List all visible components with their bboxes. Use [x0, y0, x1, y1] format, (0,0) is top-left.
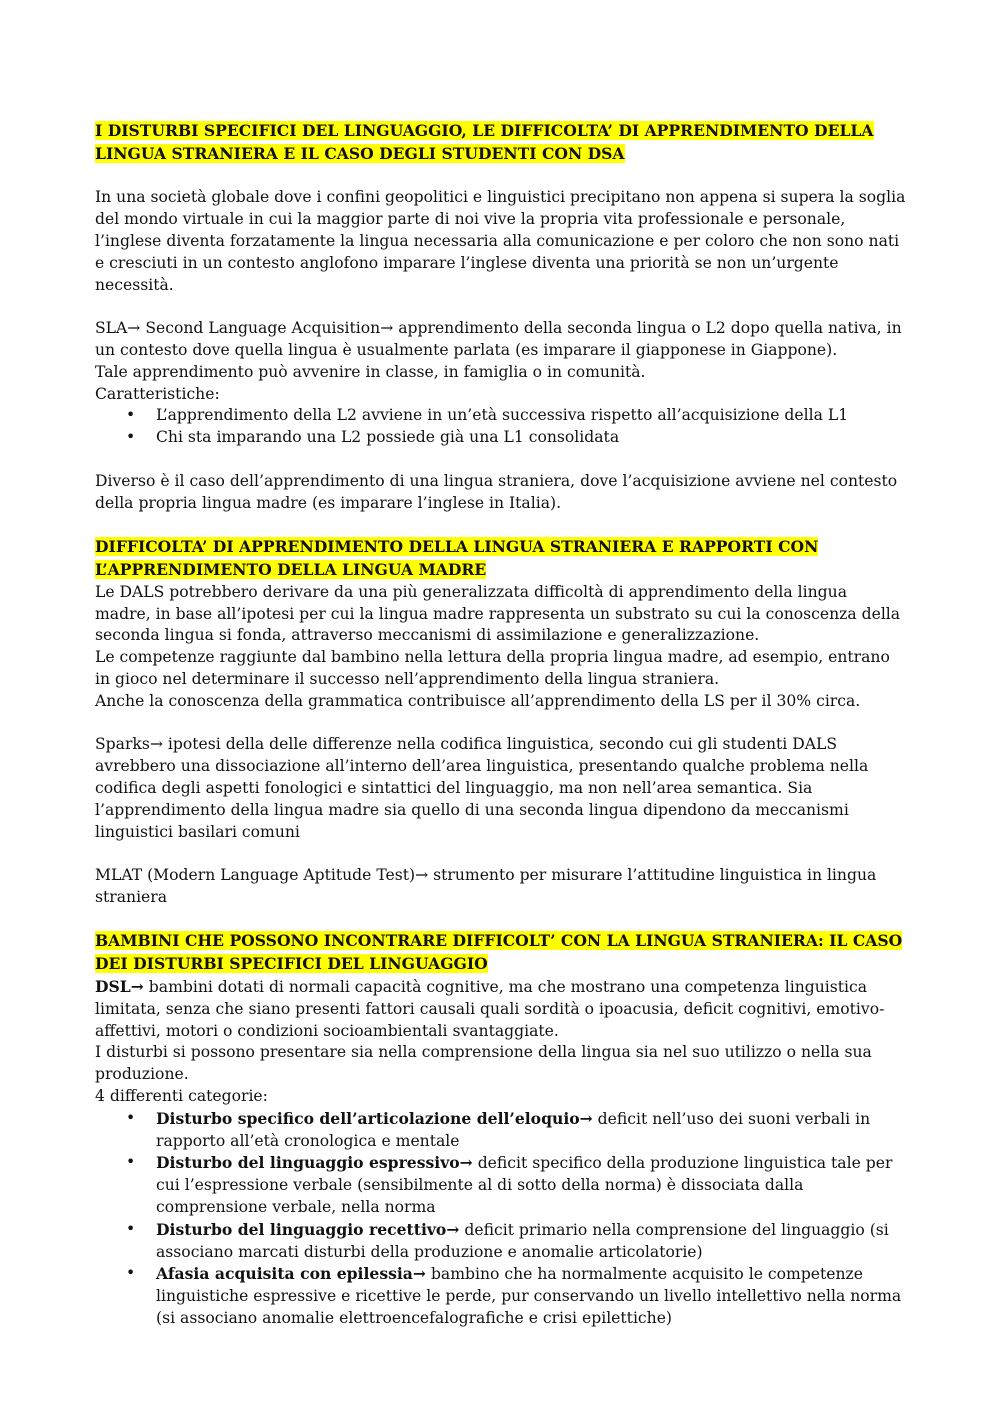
category-text: deficit specifico della produzione linguistica tale per cui l’espressione verbale (sensibilmente al di sotto della norma) è dissociata dalla comprensione verbale, nella norma: [156, 1154, 893, 1217]
spacer: [95, 296, 907, 318]
sla-characteristics-list: [95, 405, 907, 449]
bullet-icon: •: [126, 1264, 136, 1283]
category-text: bambino che ha normalmente acquisito le competenze linguistiche espressive e ricettive le perde, pur conservando un livello intellettivo nella norma (si associano anomalie elettroencefalografiche e crisi epilettiche): [156, 1265, 902, 1328]
list-item: [95, 1219, 907, 1264]
list-item: [95, 1263, 907, 1329]
list-item: [95, 1152, 907, 1218]
foreign-language-paragraph: Diverso è il caso dell’apprendimento di una lingua straniera, dove l’acquisizione avviene nel contesto della propria lingua madre (es imparare l’inglese in Italia).: [95, 471, 898, 512]
list-item-text: Chi sta imparando una L2 possiede già una L1 consolidata: [156, 428, 620, 447]
category-term: Disturbo del linguaggio recettivo→: [156, 1219, 460, 1239]
spacer: [95, 449, 907, 471]
dsl-definition-text: bambini dotati di normali capacità cognitive, ma che mostrano una competenza linguistica limitata, senza che siano presenti fattori causali quali sordità o ipoacusia, deficit cognitivi, emotivo-affettivi, motori o condizioni socioambientali svantaggiate.: [95, 978, 885, 1040]
dals-paragraph-1: Le DALS potrebbero derivare da una più generalizzata difficoltà di apprendimento della lingua madre, in base all’ipotesi per cui la lingua madre rappresenta un substrato su cui la conoscenza della seconda lingua si fonda, attraverso meccanismi di assimilazione e generalizzazione.: [95, 582, 901, 645]
section-heading-2-text: DIFFICOLTA’ DI APPRENDIMENTO DELLA LINGUA STRANIERA E RAPPORTI CON L’APPRENDIMENTO DELLA LINGUA MADRE: [95, 537, 819, 579]
list-item-text: L’apprendimento della L2 avviene in un’età successiva rispetto all’acquisizione della L1: [156, 406, 849, 425]
list-item: [95, 405, 907, 427]
category-term: Disturbo del linguaggio espressivo→: [156, 1153, 473, 1173]
category-term: Afasia acquisita con epilessia→: [156, 1264, 426, 1284]
bullet-icon: •: [126, 406, 136, 425]
bullet-icon: •: [126, 428, 136, 447]
intro-paragraph: In una società globale dove i confini geopolitici e linguistici precipitano non appena si supera la soglia del mondo virtuale in cui la maggior parte di noi vive la propria vita professionale e personale, l’inglese diventa forzatamente la lingua necessaria alla comunicazione e per coloro che non sono nati e cresciuti in un contesto anglofono imparare l’inglese diventa una priorità se non un’urgente necessità.: [95, 188, 906, 294]
bullet-icon: •: [126, 1153, 136, 1172]
dals-paragraph-3: Anche la conoscenza della grammatica contribuisce all’apprendimento della LS per il 30% circa.: [95, 691, 861, 710]
dsl-term: DSL→: [95, 977, 144, 997]
mlat-paragraph: MLAT (Modern Language Aptitude Test)→ strumento per misurare l’attitudine linguistica in lingua straniera: [95, 866, 877, 906]
sla-context: Tale apprendimento può avvenire in classe, in famiglia o in comunità.: [95, 362, 646, 381]
spacer: [95, 713, 907, 735]
spacer: [95, 166, 907, 188]
dsl-paragraph-2: I disturbi si possono presentare sia nella comprensione della lingua sia nel suo utilizzo o nella sua produzione.: [95, 1043, 872, 1084]
list-item: [95, 427, 907, 449]
category-term: Disturbo specifico dell’articolazione dell’eloquio→: [156, 1108, 593, 1128]
sla-definition: SLA→ Second Language Acquisition→ apprendimento della seconda lingua o L2 dopo quella nativa, in un contesto dove quella lingua è usualmente parlata (es imparare il giapponese in Giappone).: [95, 319, 902, 359]
bullet-icon: •: [126, 1108, 136, 1127]
section-heading-3: [95, 930, 907, 976]
section-heading-1: [95, 120, 907, 166]
section-heading-1-text: I DISTURBI SPECIFICI DEL LINGUAGGIO, LE DIFFICOLTA’ DI APPRENDIMENTO DELLA LINGUA STRANIERA E IL CASO DEGLI STUDENTI CON DSA: [95, 121, 874, 163]
section-heading-2: [95, 536, 907, 582]
dals-paragraph-2: Le competenze raggiunte dal bambino nella lettura della propria lingua madre, ad esempio, entrano in gioco nel determinare il successo nell’apprendimento della lingua straniera.: [95, 648, 890, 688]
dsl-categories-label: 4 differenti categorie:: [95, 1087, 268, 1106]
spacer: [95, 843, 907, 865]
list-item: [95, 1108, 907, 1153]
section-heading-3-text: BAMBINI CHE POSSONO INCONTRARE DIFFICOLT’ CON LA LINGUA STRANIERA: IL CASO DEI DISTURBI SPECIFICI DEL LINGUAGGIO: [95, 931, 903, 974]
dsl-categories-list: [95, 1108, 907, 1330]
bullet-icon: •: [126, 1219, 136, 1238]
category-text: deficit nell’uso dei suoni verbali in rapporto all’età cronologica e mentale: [156, 1109, 871, 1150]
spacer: [95, 514, 907, 536]
dsl-definition: [95, 976, 907, 1042]
sparks-paragraph: Sparks→ ipotesi della delle differenze nella codifica linguistica, secondo cui gli studenti DALS avrebbero una dissociazione all’interno dell’area linguistica, presentando qualche problema nella codifica degli aspetti fonologici e sintattici del linguaggio, ma non nell’area semantica. Sia l’apprendimento della lingua madre sia quello di una seconda lingua dipendono da meccanismi linguistici basilari comuni: [95, 735, 869, 841]
sla-characteristics-label: Caratteristiche:: [95, 384, 220, 403]
spacer: [95, 909, 907, 931]
document-page: [95, 120, 907, 1330]
category-text: deficit primario nella comprensione del linguaggio (si associano marcati disturbi della produzione e anomalie articolatorie): [156, 1220, 889, 1261]
